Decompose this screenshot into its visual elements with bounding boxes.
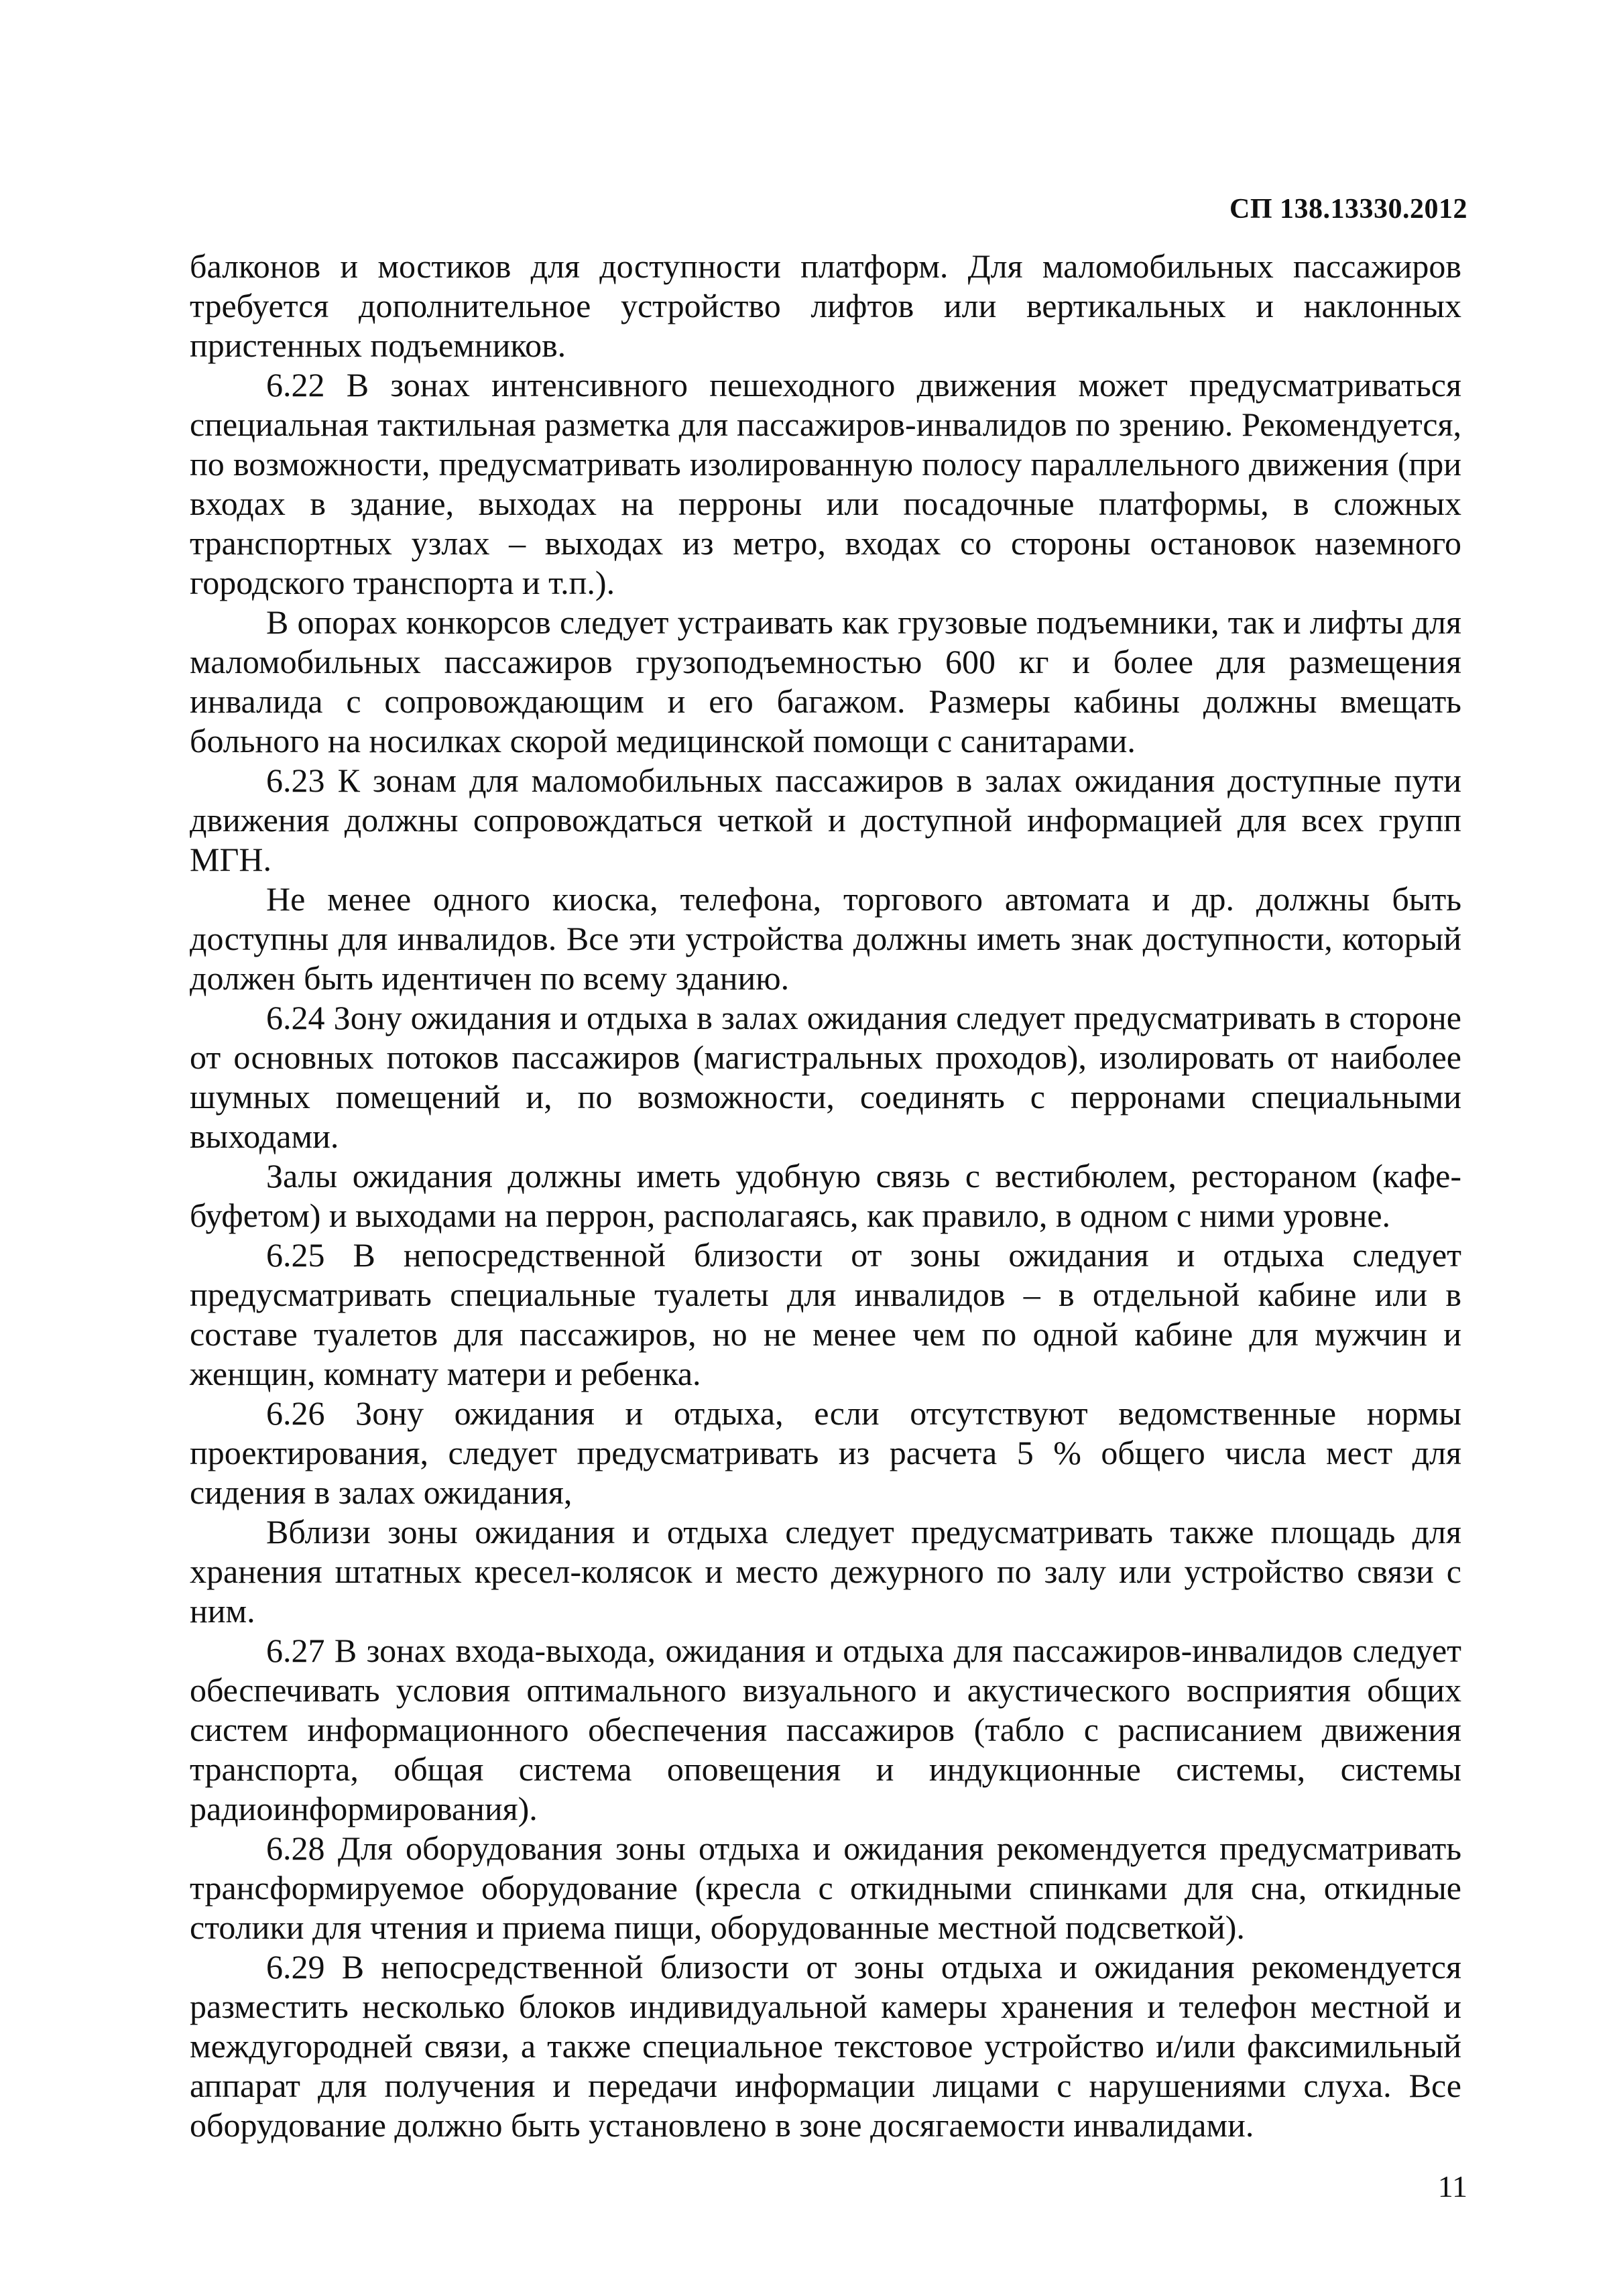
paragraph-6-28: 6.28 Для оборудования зоны отдыха и ожидания рекомендуется предусматривать трансформируемое оборудование (кресла с откидными спинками для сна, откидные столики для чтения и приема пищи, оборудованные местной подсветкой). [190,1829,1461,1946]
document-body [190,247,1461,2145]
paragraph-continuation: балконов и мостиков для доступности платформ. Для маломобильных пассажиров требуется дополнительное устройство лифтов или вертикальных и наклонных пристенных подъемников. [190,247,1461,364]
paragraph-6-25: 6.25 В непосредственной близости от зоны ожидания и отдыха следует предусматривать специальные туалеты для инвалидов – в отдельной кабине или в составе туалетов для пассажиров, но не менее чем по одной кабине для мужчин и женщин, комнату матери и ребенка. [190,1236,1461,1392]
paragraph-6-22: 6.22 В зонах интенсивного пешеходного движения может предусматриваться специальная тактильная разметка для пассажиров-инвалидов по зрению. Рекомендуется, по возможности, предусматривать изолированную полосу параллельного движения (при входах в здание, выходах на перроны или посадочные платформы, в сложных транспортных узлах – выходах из метро, входах со стороны остановок наземного городского транспорта и т.п.). [190,366,1461,601]
document-code: СП 138.13330.2012 [1229,194,1467,225]
paragraph-6-23: 6.23 К зонам для маломобильных пассажиров в залах ожидания доступные пути движения должны сопровождаться четкой и доступной информацией для всех групп МГН. [190,762,1461,878]
paragraph-concourse-lifts: В опорах конкорсов следует устраивать как грузовые подъемники, так и лифты для маломобильных пассажиров грузоподъемностью 600 кг и более для размещения инвалида с сопровождающим и его багажом. Размеры кабины должны вмещать больного на носилках скорой медицинской помощи с санитарами. [190,603,1461,760]
paragraph-6-24: 6.24 Зону ожидания и отдыха в залах ожидания следует предусматривать в стороне от основных потоков пассажиров (магистральных проходов), изолировать от наиболее шумных помещений и, по возможности, соединять с перронами специальными выходами. [190,999,1461,1155]
paragraph-waiting-halls: Залы ожидания должны иметь удобную связь с вестибюлем, рестораном (кафе-буфетом) и выходами на перрон, располагаясь, как правило, в одном с ними уровне. [190,1157,1461,1234]
page-number: 11 [1437,2169,1467,2203]
paragraph-6-27: 6.27 В зонах входа-выхода, ожидания и отдыха для пассажиров-инвалидов следует обеспечивать условия оптимального визуального и акустического восприятия общих систем информационного обеспечения пассажиров (табло с расписанием движения транспорта, общая система оповещения и индукционные системы, системы радиоинформирования). [190,1632,1461,1827]
paragraph-wheelchair-storage: Вблизи зоны ожидания и отдыха следует предусматривать также площадь для хранения штатных кресел-колясок и место дежурного по залу или устройство связи с ним. [190,1513,1461,1630]
paragraph-6-26: 6.26 Зону ожидания и отдыха, если отсутствуют ведомственные нормы проектирования, следует предусматривать из расчета 5 % общего числа мест для сидения в залах ожидания, [190,1394,1461,1511]
paragraph-kiosks: Не менее одного киоска, телефона, торгового автомата и др. должны быть доступны для инвалидов. Все эти устройства должны иметь знак доступности, который должен быть идентичен по всему зданию. [190,880,1461,997]
paragraph-6-29: 6.29 В непосредственной близости от зоны отдыха и ожидания рекомендуется разместить несколько блоков индивидуальной камеры хранения и телефон местной и междугородней связи, а также специальное текстовое устройство и/или факсимильный аппарат для получения и передачи информации лицами с нарушениями слуха. Все оборудование должно быть установлено в зоне досягаемости инвалидами. [190,1948,1461,2144]
